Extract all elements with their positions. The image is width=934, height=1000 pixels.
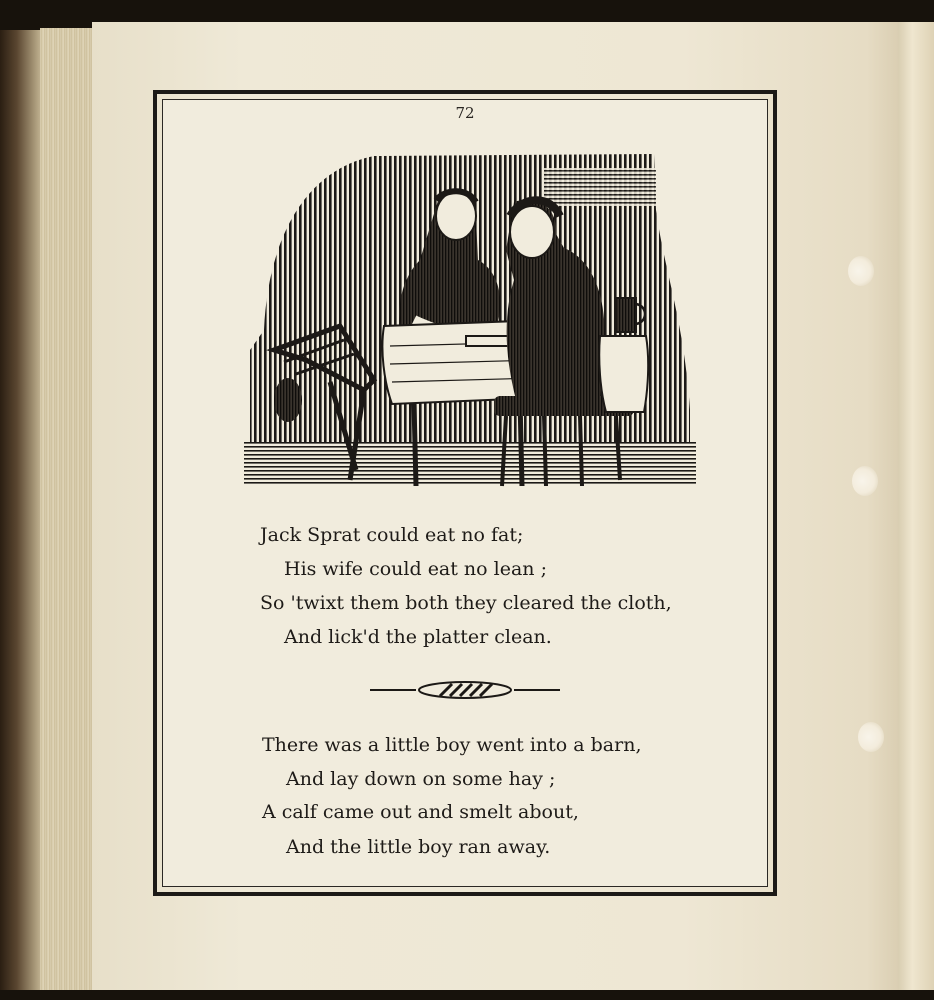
scroll-ornament-icon [370,678,560,702]
poem-line: And lick'd the platter clean. [284,626,552,648]
page-right-edge [898,22,934,990]
poem-line: His wife could eat no lean ; [284,558,547,580]
binding-hole [848,256,874,286]
poem-line: And lay down on some hay ; [286,768,556,790]
page-edges [40,28,100,990]
binding-hole [852,466,878,496]
page-number: 72 [455,104,475,122]
poem-line: So 'twixt them both they cleared the cloth, [260,592,672,614]
poem-line: A calf came out and smelt about, [262,801,579,823]
woodcut-illustration-icon [244,150,696,490]
binding-hole [858,722,884,752]
poem-line: And the little boy ran away. [286,836,551,858]
poem-line: Jack Sprat could eat no fat; [260,524,524,546]
poem-line: There was a little boy went into a barn, [262,734,642,756]
